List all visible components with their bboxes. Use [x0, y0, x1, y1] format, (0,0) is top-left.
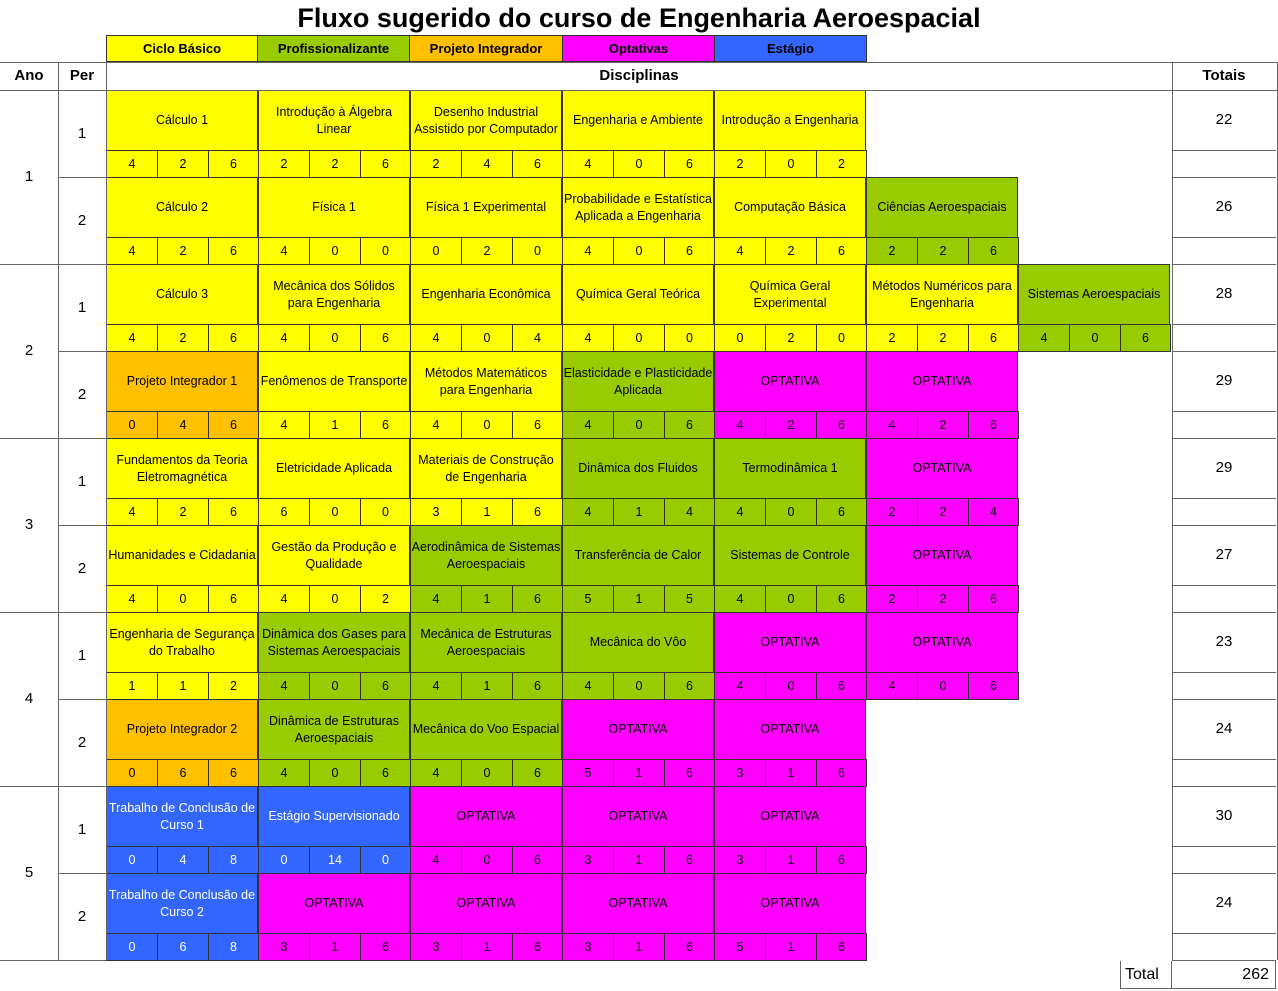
- grid-line: [1172, 933, 1276, 934]
- course-name: Projeto Integrador 1: [106, 351, 258, 412]
- course-hours: 2: [917, 324, 969, 352]
- course-hours: 1: [613, 933, 665, 961]
- course-hours: 4: [410, 585, 462, 613]
- course-hours: 0: [258, 846, 310, 874]
- grid-line: [58, 873, 106, 874]
- course-hours: 4: [562, 498, 614, 526]
- course-hours: 2: [917, 237, 969, 265]
- course-hours: 6: [208, 498, 259, 526]
- course-hours: 1: [765, 759, 817, 787]
- course-hours: 1: [309, 933, 361, 961]
- grid-line: [58, 699, 106, 700]
- course-hours: 4: [866, 411, 918, 439]
- course-name: Cálculo 3: [106, 264, 258, 325]
- grid-line: [1172, 438, 1276, 439]
- course-hours: 3: [714, 846, 766, 874]
- course-hours: 6: [816, 237, 867, 265]
- course-hours: 0: [461, 759, 513, 787]
- course-hours: 4: [461, 150, 513, 178]
- course-hours: 0: [714, 324, 766, 352]
- course-hours: 0: [309, 324, 361, 352]
- course-hours: 6: [512, 933, 563, 961]
- header-ano: Ano: [14, 67, 44, 85]
- course-hours: 4: [106, 150, 158, 178]
- course-hours: 3: [562, 846, 614, 874]
- course-hours: 2: [208, 672, 259, 700]
- course-hours: 6: [664, 672, 715, 700]
- course-hours: 6: [208, 324, 259, 352]
- course-name: Fundamentos da Teoria Eletromagnética: [106, 438, 258, 499]
- course-hours: 3: [410, 498, 462, 526]
- course-hours: 0: [309, 759, 361, 787]
- course-name: Desenho Industrial Assistido por Computador: [410, 90, 562, 151]
- course-hours: 6: [360, 933, 411, 961]
- course-hours: 0: [309, 585, 361, 613]
- period-total: 30: [1215, 807, 1233, 825]
- course-hours: 6: [512, 150, 563, 178]
- course-name: Computação Básica: [714, 177, 866, 238]
- course-name: OPTATIVA: [714, 786, 866, 847]
- course-hours: 8: [208, 846, 259, 874]
- grid-line: [1172, 612, 1276, 613]
- grid-line: [58, 351, 106, 352]
- course-name: Probabilidade e Estatística Aplicada a Engenharia: [562, 177, 714, 238]
- course-hours: 6: [968, 585, 1019, 613]
- course-name: OPTATIVA: [866, 612, 1018, 673]
- course-hours: 2: [258, 150, 310, 178]
- course-hours: 1: [309, 411, 361, 439]
- course-name: Gestão da Produção e Qualidade: [258, 525, 410, 586]
- grid-line: [106, 62, 107, 960]
- grid-line: [58, 438, 106, 439]
- course-hours: 4: [106, 324, 158, 352]
- course-name: Mecânica do Vôo: [562, 612, 714, 673]
- course-hours: 4: [562, 411, 614, 439]
- course-hours: 0: [106, 411, 158, 439]
- course-name: Métodos Matemáticos para Engenharia: [410, 351, 562, 412]
- course-hours: 6: [360, 411, 411, 439]
- course-hours: 3: [410, 933, 462, 961]
- course-hours: 2: [157, 324, 209, 352]
- course-name: OPTATIVA: [258, 873, 410, 934]
- course-hours: 2: [360, 585, 411, 613]
- grid-line: [1172, 237, 1276, 238]
- course-hours: 0: [106, 933, 158, 961]
- year-cell: 5: [24, 864, 34, 882]
- course-hours: 0: [664, 324, 715, 352]
- course-hours: 6: [512, 759, 563, 787]
- course-hours: 1: [461, 585, 513, 613]
- course-name: Engenharia e Ambiente: [562, 90, 714, 151]
- period-cell: 1: [77, 646, 87, 664]
- course-hours: 6: [360, 324, 411, 352]
- course-name: Dinâmica dos Gases para Sistemas Aeroespaciais: [258, 612, 410, 673]
- course-name: Química Geral Experimental: [714, 264, 866, 325]
- course-hours: 0: [410, 237, 462, 265]
- course-hours: 2: [765, 237, 817, 265]
- course-hours: 4: [258, 585, 310, 613]
- course-hours: 2: [765, 324, 817, 352]
- course-hours: 0: [106, 759, 158, 787]
- course-name: OPTATIVA: [866, 438, 1018, 499]
- course-name: Mecânica do Voo Espacial: [410, 699, 562, 760]
- course-name: Sistemas Aeroespaciais: [1018, 264, 1170, 325]
- course-hours: 0: [157, 585, 209, 613]
- course-hours: 0: [461, 846, 513, 874]
- course-hours: 4: [410, 411, 462, 439]
- grand-total-value: 262: [1172, 961, 1276, 989]
- course-hours: 6: [360, 150, 411, 178]
- course-hours: 6: [512, 585, 563, 613]
- course-hours: 4: [714, 237, 766, 265]
- grid-line: [58, 264, 106, 265]
- period-cell: 1: [77, 472, 87, 490]
- grid-line: [58, 525, 106, 526]
- grid-line: [1172, 411, 1276, 412]
- grid-line: [1172, 264, 1276, 265]
- grid-line: [1172, 525, 1276, 526]
- course-hours: 6: [968, 672, 1019, 700]
- course-hours: 0: [765, 150, 817, 178]
- year-cell: 1: [24, 168, 34, 186]
- course-name: Engenharia Econômica: [410, 264, 562, 325]
- period-cell: 2: [77, 211, 87, 229]
- course-hours: 4: [258, 759, 310, 787]
- grid-line: [1172, 672, 1276, 673]
- course-hours: 6: [208, 150, 259, 178]
- course-hours: 4: [714, 585, 766, 613]
- course-name: Eletricidade Aplicada: [258, 438, 410, 499]
- course-hours: 4: [410, 846, 462, 874]
- course-hours: 0: [461, 324, 513, 352]
- grid-line: [58, 612, 106, 613]
- course-hours: 6: [208, 585, 259, 613]
- course-hours: 6: [258, 498, 310, 526]
- course-hours: 4: [512, 324, 563, 352]
- course-hours: 1: [461, 672, 513, 700]
- course-hours: 4: [866, 672, 918, 700]
- course-hours: 4: [562, 150, 614, 178]
- course-hours: 1: [461, 933, 513, 961]
- course-hours: 0: [816, 324, 867, 352]
- course-hours: 6: [664, 759, 715, 787]
- course-hours: 2: [866, 237, 918, 265]
- course-name: OPTATIVA: [562, 786, 714, 847]
- period-cell: 2: [77, 907, 87, 925]
- grid-line: [58, 177, 106, 178]
- course-hours: 0: [765, 585, 817, 613]
- course-hours: 6: [664, 846, 715, 874]
- course-name: OPTATIVA: [410, 873, 562, 934]
- course-name: OPTATIVA: [410, 786, 562, 847]
- course-hours: 2: [461, 237, 513, 265]
- course-hours: 6: [208, 411, 259, 439]
- grid-line: [1172, 585, 1276, 586]
- course-hours: 0: [461, 411, 513, 439]
- course-name: OPTATIVA: [714, 873, 866, 934]
- course-hours: 4: [714, 411, 766, 439]
- course-hours: 4: [562, 324, 614, 352]
- grid-line: [1172, 699, 1276, 700]
- grid-line: [1172, 498, 1276, 499]
- course-hours: 6: [1120, 324, 1171, 352]
- course-hours: 6: [208, 237, 259, 265]
- period-cell: 1: [77, 298, 87, 316]
- period-total: 29: [1215, 372, 1233, 390]
- course-hours: 4: [410, 324, 462, 352]
- grid-line: [0, 62, 1278, 63]
- course-name: Introdução a Engenharia: [714, 90, 866, 151]
- course-name: OPTATIVA: [714, 351, 866, 412]
- grid-line: [0, 960, 106, 961]
- course-name: Dinâmica dos Fluidos: [562, 438, 714, 499]
- course-name: Introdução à Álgebra Linear: [258, 90, 410, 151]
- grid-line: [0, 90, 1278, 91]
- course-hours: 6: [816, 759, 867, 787]
- grid-line: [1172, 177, 1276, 178]
- period-total: 27: [1215, 546, 1233, 564]
- course-name: OPTATIVA: [714, 699, 866, 760]
- course-hours: 2: [917, 411, 969, 439]
- course-hours: 4: [968, 498, 1019, 526]
- course-name: OPTATIVA: [562, 699, 714, 760]
- course-name: Cálculo 1: [106, 90, 258, 151]
- course-hours: 6: [512, 411, 563, 439]
- course-name: Mecânica de Estruturas Aeroespaciais: [410, 612, 562, 673]
- course-name: Elasticidade e Plasticidade Aplicada: [562, 351, 714, 412]
- course-hours: 4: [410, 759, 462, 787]
- period-cell: 2: [77, 385, 87, 403]
- header-disciplinas: Disciplinas: [599, 67, 679, 85]
- course-hours: 6: [157, 759, 209, 787]
- course-hours: 14: [309, 846, 361, 874]
- period-cell: 2: [77, 733, 87, 751]
- course-hours: 1: [613, 846, 665, 874]
- course-hours: 6: [968, 324, 1019, 352]
- course-hours: 0: [1069, 324, 1121, 352]
- legend-basic: Ciclo Básico: [106, 35, 258, 62]
- course-hours: 6: [512, 672, 563, 700]
- grid-line: [1172, 351, 1276, 352]
- course-name: Física 1 Experimental: [410, 177, 562, 238]
- course-hours: 4: [157, 846, 209, 874]
- course-hours: 4: [714, 498, 766, 526]
- course-name: OPTATIVA: [562, 873, 714, 934]
- course-hours: 4: [1018, 324, 1070, 352]
- course-hours: 4: [106, 585, 158, 613]
- course-hours: 6: [157, 933, 209, 961]
- period-total: 24: [1215, 720, 1233, 738]
- course-hours: 6: [360, 759, 411, 787]
- course-hours: 0: [360, 846, 411, 874]
- grid-line: [1172, 846, 1276, 847]
- course-hours: 6: [512, 846, 563, 874]
- course-hours: 4: [157, 411, 209, 439]
- course-hours: 6: [208, 759, 259, 787]
- course-hours: 2: [866, 324, 918, 352]
- course-name: Cálculo 2: [106, 177, 258, 238]
- course-hours: 6: [816, 498, 867, 526]
- course-hours: 2: [157, 150, 209, 178]
- course-hours: 1: [613, 585, 665, 613]
- course-hours: 1: [157, 672, 209, 700]
- course-hours: 6: [360, 672, 411, 700]
- course-name: Dinâmica de Estruturas Aeroespaciais: [258, 699, 410, 760]
- grid-line: [1172, 150, 1276, 151]
- course-name: Mecânica dos Sólidos para Engenharia: [258, 264, 410, 325]
- course-hours: 8: [208, 933, 259, 961]
- course-name: Aerodinâmica de Sistemas Aeroespaciais: [410, 525, 562, 586]
- course-hours: 0: [613, 411, 665, 439]
- course-name: Humanidades e Cidadania: [106, 525, 258, 586]
- course-hours: 6: [816, 846, 867, 874]
- year-cell: 4: [24, 690, 34, 708]
- course-hours: 3: [562, 933, 614, 961]
- course-hours: 0: [613, 672, 665, 700]
- course-hours: 2: [714, 150, 766, 178]
- course-name: Sistemas de Controle: [714, 525, 866, 586]
- course-hours: 2: [917, 498, 969, 526]
- course-hours: 2: [816, 150, 867, 178]
- course-hours: 2: [157, 498, 209, 526]
- legend-opt: Optativas: [563, 35, 715, 62]
- course-hours: 2: [866, 585, 918, 613]
- course-hours: 0: [309, 498, 361, 526]
- period-total: 29: [1215, 459, 1233, 477]
- course-name: OPTATIVA: [866, 351, 1018, 412]
- course-name: Ciências Aeroespaciais: [866, 177, 1018, 238]
- course-hours: 0: [512, 237, 563, 265]
- course-hours: 0: [765, 498, 817, 526]
- period-cell: 2: [77, 559, 87, 577]
- course-hours: 6: [664, 150, 715, 178]
- course-hours: 4: [106, 237, 158, 265]
- header-totais: Totais: [1202, 67, 1246, 85]
- course-hours: 0: [360, 237, 411, 265]
- course-hours: 4: [258, 672, 310, 700]
- course-hours: 6: [816, 672, 867, 700]
- page-title: Fluxo sugerido do curso de Engenharia Aeroespacial: [297, 3, 981, 33]
- course-hours: 2: [765, 411, 817, 439]
- period-cell: 1: [77, 820, 87, 838]
- course-name: Trabalho de Conclusão de Curso 2: [106, 873, 258, 934]
- course-hours: 0: [917, 672, 969, 700]
- course-hours: 0: [309, 237, 361, 265]
- course-hours: 5: [714, 933, 766, 961]
- course-name: Química Geral Teórica: [562, 264, 714, 325]
- course-hours: 6: [816, 585, 867, 613]
- year-cell: 3: [24, 516, 34, 534]
- grid-line: [1172, 62, 1173, 960]
- course-hours: 4: [562, 237, 614, 265]
- course-hours: 1: [106, 672, 158, 700]
- course-hours: 6: [512, 498, 563, 526]
- grid-line: [1172, 873, 1276, 874]
- course-hours: 0: [106, 846, 158, 874]
- course-name: Projeto Integrador 2: [106, 699, 258, 760]
- course-hours: 0: [360, 498, 411, 526]
- period-total: 22: [1215, 111, 1233, 129]
- course-hours: 1: [765, 933, 817, 961]
- course-hours: 4: [410, 672, 462, 700]
- header-per: Per: [69, 67, 95, 85]
- grid-line: [1172, 786, 1276, 787]
- grand-total-label: Total: [1120, 961, 1172, 989]
- course-hours: 6: [664, 237, 715, 265]
- course-hours: 2: [410, 150, 462, 178]
- course-hours: 4: [562, 672, 614, 700]
- course-name: Estágio Supervisionado: [258, 786, 410, 847]
- course-name: Física 1: [258, 177, 410, 238]
- course-hours: 2: [157, 237, 209, 265]
- course-hours: 1: [765, 846, 817, 874]
- course-hours: 4: [106, 498, 158, 526]
- course-hours: 5: [562, 585, 614, 613]
- course-hours: 5: [562, 759, 614, 787]
- year-cell: 2: [24, 342, 34, 360]
- course-hours: 6: [816, 933, 867, 961]
- period-total: 28: [1215, 285, 1233, 303]
- course-hours: 6: [816, 411, 867, 439]
- course-hours: 4: [258, 411, 310, 439]
- period-total: 23: [1215, 633, 1233, 651]
- course-hours: 1: [613, 759, 665, 787]
- course-hours: 0: [613, 237, 665, 265]
- course-hours: 1: [461, 498, 513, 526]
- course-name: Engenharia de Segurança do Trabalho: [106, 612, 258, 673]
- legend-est: Estágio: [715, 35, 867, 62]
- course-hours: 0: [613, 150, 665, 178]
- period-total: 26: [1215, 198, 1233, 216]
- course-hours: 4: [664, 498, 715, 526]
- grid-line: [1172, 759, 1276, 760]
- course-hours: 0: [309, 672, 361, 700]
- course-hours: 4: [258, 237, 310, 265]
- course-name: Trabalho de Conclusão de Curso 1: [106, 786, 258, 847]
- course-hours: 6: [968, 411, 1019, 439]
- grid-line: [58, 62, 59, 960]
- legend-proj: Projeto Integrador: [410, 35, 563, 62]
- course-name: Materiais de Construção de Engenharia: [410, 438, 562, 499]
- course-hours: 6: [968, 237, 1019, 265]
- course-hours: 3: [258, 933, 310, 961]
- course-hours: 6: [664, 411, 715, 439]
- course-name: Métodos Numéricos para Engenharia: [866, 264, 1018, 325]
- course-hours: 0: [765, 672, 817, 700]
- course-hours: 0: [613, 324, 665, 352]
- grid-line: [58, 786, 106, 787]
- course-hours: 2: [309, 150, 361, 178]
- course-hours: 4: [258, 324, 310, 352]
- course-hours: 6: [664, 933, 715, 961]
- legend-prof: Profissionalizante: [258, 35, 410, 62]
- course-name: OPTATIVA: [714, 612, 866, 673]
- course-name: Termodinâmica 1: [714, 438, 866, 499]
- course-hours: 5: [664, 585, 715, 613]
- course-name: OPTATIVA: [866, 525, 1018, 586]
- course-hours: 4: [714, 672, 766, 700]
- course-hours: 1: [613, 498, 665, 526]
- course-name: Fenômenos de Transporte: [258, 351, 410, 412]
- period-cell: 1: [77, 124, 87, 142]
- course-hours: 3: [714, 759, 766, 787]
- course-name: Transferência de Calor: [562, 525, 714, 586]
- period-total: 24: [1215, 894, 1233, 912]
- grid-line: [1172, 324, 1276, 325]
- course-hours: 2: [866, 498, 918, 526]
- course-hours: 2: [917, 585, 969, 613]
